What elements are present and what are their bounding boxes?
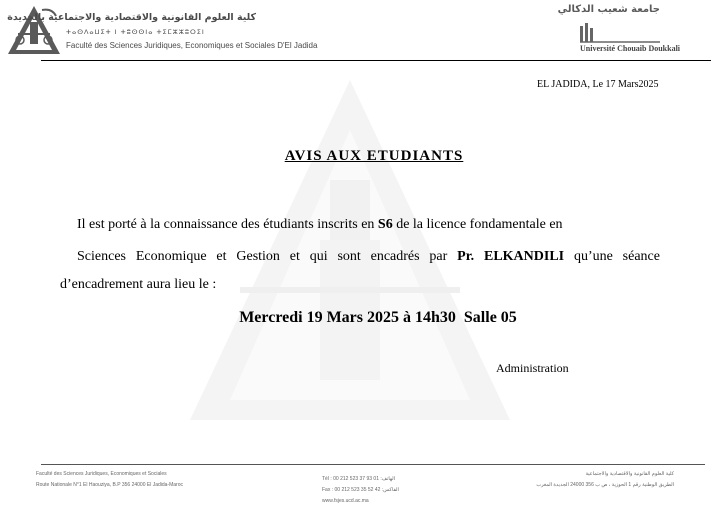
footer-faculty-name-arabic: كلية العلوم القانونية والاقتصادية والاجتماعية [585,471,674,477]
university-header [557,4,681,56]
university-name-french: Université Chouaib Doukkali [580,44,681,53]
paragraph-2 [60,248,660,266]
date-line: EL JADIDA, Le 17 Mars2025 [537,79,659,90]
faculty-name-tifinagh: ⵜⴰⵙⴷⴰⵡⵉⵜ ⵏ ⵜⵓⵙⵙⵏⴰ ⵜⵉⵎⵣⵣⵓⵔⵉⵏ [66,28,205,36]
faculty-header [6,4,318,56]
p1-text-a: Il est porté à la connaissance des étudiants inscrits en [77,217,378,232]
notice-title: AVIS AUX ETUDIANTS [284,148,464,164]
university-name-arabic: جامعة شعيب الدكالي [557,4,660,15]
p2-text-a: Sciences Economique et Gestion et qui sont encadrés par [77,249,458,264]
faculty-name-arabic: كلية العلوم القانونية والاقتصادية والاجتماعية بالجديدة [7,12,256,23]
footer-contact [322,474,399,507]
p1-text-c: de la licence fondamentale en [392,217,563,232]
footer-address-french [36,469,183,491]
faculty-name-french: Faculté des Sciences Juridiques, Economiques et Sociales D'El Jadida [66,41,318,50]
footer-phone: Tél : 00 212 523 37 93 01 :الهاتف [322,476,396,482]
p2-text-c: qu’une séance [564,249,660,264]
footer-faculty-name: Faculté des Sciences Juridiques, Economiques et Sociales [36,471,167,477]
footer-address-arabic-line: الطريق الوطنية رقم 1 الحوزية ، ص ب 356 24000 الجديدة المغرب [536,482,674,488]
paragraph-3: d’encadrement aura lieu le : [60,277,217,292]
professor-name: Pr. ELKANDILI [457,249,565,264]
session-details: Mercredi 19 Mars 2025 à 14h30 Salle 05 [239,309,517,326]
semester-label: S6 [377,217,393,232]
paragraph-1 [60,216,660,234]
footer-address: Route Nationale N°1 El Haouziya, B.P 356 24000 El Jadida-Maroc [36,482,183,488]
footer-address-arabic [530,469,674,491]
signature: Administration [496,361,569,375]
footer-divider [41,464,705,465]
footer-fax: Fax : 00 212 523 35 52 42 :الفاكس [322,487,399,493]
footer-website: www.fsjes.ucd.ac.ma [322,498,369,504]
university-logo-icon [580,18,660,44]
header-divider [41,60,711,61]
